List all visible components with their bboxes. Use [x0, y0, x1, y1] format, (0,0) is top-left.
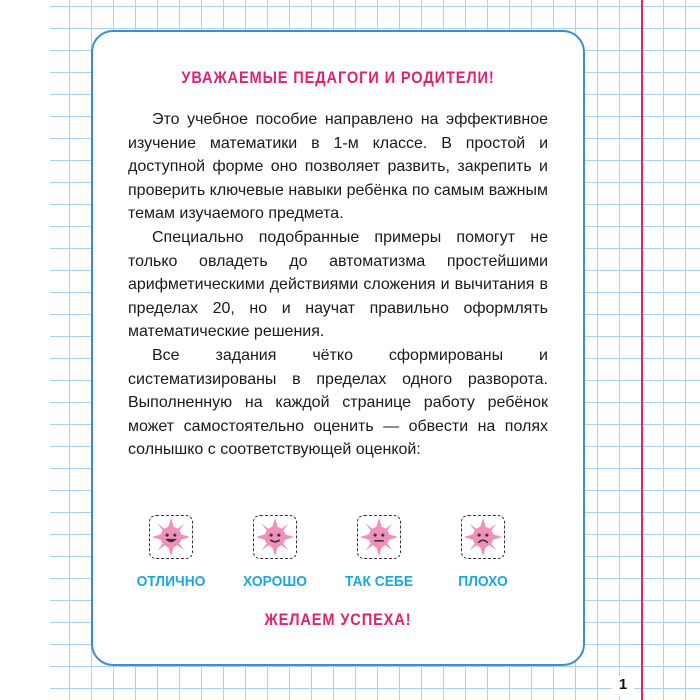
notebook-margin-line: [641, 0, 643, 700]
sun-neutral-icon: [357, 515, 401, 559]
rating-label-excellent: ОТЛИЧНО: [136, 573, 206, 590]
sun-happy-icon-svg: [150, 516, 192, 558]
sun-neutral-icon-svg: [358, 516, 400, 558]
intro-heading: УВАЖАЕМЫЕ ПЕДАГОГИ И РОДИТЕЛИ!: [181, 68, 495, 87]
sun-sad-icon-svg: [462, 516, 504, 558]
paragraph: Это учебное пособие направлено на эффективное изучение математики в 1-м классе. В простой и доступной форме оно позволяет развить, закрепить и проверить ключевые навыки ребёнка по самым важным темам изучаемого предмета.: [128, 111, 548, 223]
sun-happy-icon: [149, 515, 193, 559]
rating-label-good: ХОРОШО: [243, 573, 307, 590]
paragraph: Все задания чётко сформированы и систематизированы в пределах одного разворота. Выполненную на каждой странице работу ребёнок может самостоятельно оценить — обвести на полях солнышко с соответствующей оценкой:: [128, 346, 548, 459]
sun-smile-icon: [253, 515, 297, 559]
paragraph: Специально подобранные примеры помогут не только овладеть до автоматизма простейшими арифметическими действиями сложения и вычитания в пределах 20, но и научат правильно оформлять математические решения.: [128, 228, 548, 341]
intro-card: [91, 30, 585, 666]
rating-label-so-so: ТАК СЕБЕ: [344, 573, 414, 590]
closing-wish: ЖЕЛАЕМ УСПЕХА!: [264, 610, 412, 629]
page-number: 1: [612, 676, 634, 696]
sun-sad-icon: [461, 515, 505, 559]
page-left-margin: [0, 0, 50, 700]
intro-text: [128, 108, 548, 462]
sun-smile-icon-svg: [254, 516, 296, 558]
rating-label-bad: ПЛОХО: [458, 573, 508, 590]
